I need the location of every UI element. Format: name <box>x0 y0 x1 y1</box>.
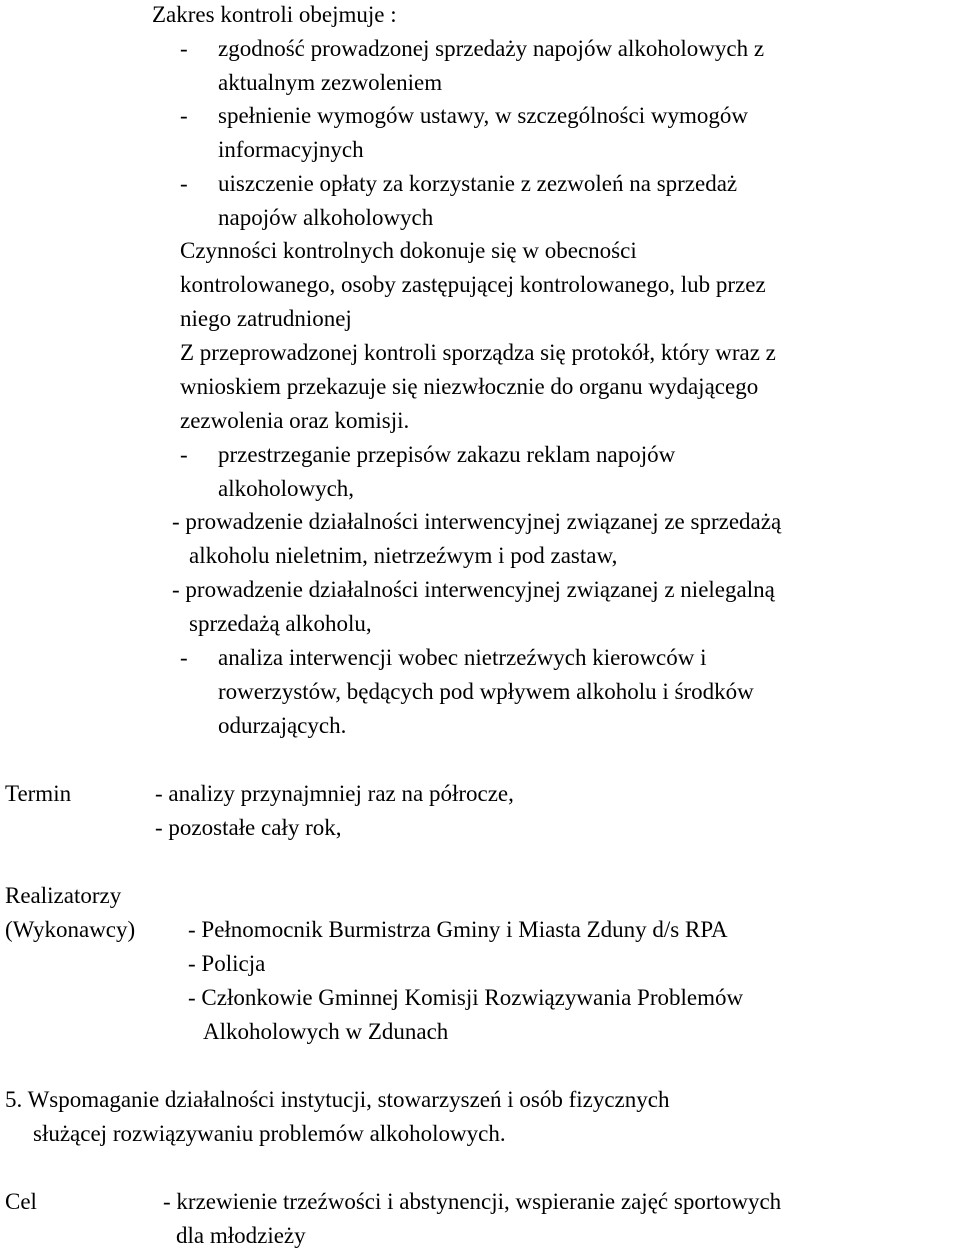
paragraph-line: kontrolowanego, osoby zastępującej kontrolowanego, lub przez <box>180 272 766 297</box>
list-item-line: sprzedażą alkoholu, <box>189 611 372 636</box>
list-item-line: uiszczenie opłaty za korzystanie z zezwoleń na sprzedaż <box>218 171 738 196</box>
list-item-line: alkoholowych, <box>218 476 355 501</box>
section-heading-line: 5. Wspomaganie działalności instytucji, stowarzyszeń i osób fizycznych <box>5 1087 670 1112</box>
list-item-line: analiza interwencji wobec nietrzeźwych kierowców i <box>218 645 707 670</box>
bullet-dash: - <box>180 36 188 61</box>
section-heading-line: służącej rozwiązywaniu problemów alkoholowych. <box>33 1121 506 1146</box>
termin-line: - analizy przynajmniej raz na półrocze, <box>155 781 514 806</box>
bullet-dash: - <box>180 442 188 467</box>
bullet-dash: - <box>180 171 188 196</box>
bullet-dash: - <box>180 645 188 670</box>
cel-line: dla młodzieży <box>176 1223 306 1248</box>
cel-label: Cel <box>5 1189 37 1214</box>
realizator-line: Alkoholowych w Zdunach <box>203 1019 449 1044</box>
list-item-line: przestrzeganie przepisów zakazu reklam napojów <box>218 442 676 467</box>
list-item-line: spełnienie wymogów ustawy, w szczególności wymogów <box>218 103 748 128</box>
wykonawcy-label: (Wykonawcy) <box>5 917 136 942</box>
paragraph-line: Z przeprowadzonej kontroli sporządza się protokół, który wraz z <box>180 340 776 365</box>
list-item-line: - prowadzenie działalności interwencyjnej związanej ze sprzedażą <box>172 509 782 534</box>
list-item-line: alkoholu nieletnim, nietrzeźwym i pod zastaw, <box>189 543 618 568</box>
paragraph-line: zezwolenia oraz komisji. <box>180 408 410 433</box>
realizator-line: - Członkowie Gminnej Komisji Rozwiązywania Problemów <box>188 985 744 1010</box>
cel-line: - krzewienie trzeźwości i abstynencji, wspieranie zajęć sportowych <box>163 1189 782 1214</box>
list-item-line: odurzających. <box>218 713 347 738</box>
realizator-line: - Pełnomocnik Burmistrza Gminy i Miasta Zduny d/s RPA <box>188 917 728 942</box>
list-item-line: - prowadzenie działalności interwencyjnej związanej z nielegalną <box>172 577 775 602</box>
termin-line: - pozostałe cały rok, <box>155 815 342 840</box>
list-item-line: informacyjnych <box>218 137 364 162</box>
list-item-line: aktualnym zezwoleniem <box>218 70 443 95</box>
paragraph-line: niego zatrudnionej <box>180 306 352 331</box>
paragraph-line: Czynności kontrolnych dokonuje się w obecności <box>180 238 637 263</box>
control-scope-heading: Zakres kontroli obejmuje : <box>152 2 397 27</box>
list-item-line: napojów alkoholowych <box>218 205 434 230</box>
termin-label: Termin <box>5 781 72 806</box>
realizatorzy-label: Realizatorzy <box>5 883 122 908</box>
paragraph-line: wnioskiem przekazuje się niezwłocznie do organu wydającego <box>180 374 759 399</box>
realizator-line: - Policja <box>188 951 266 976</box>
list-item-line: rowerzystów, będących pod wpływem alkoholu i środków <box>218 679 754 704</box>
list-item-line: zgodność prowadzonej sprzedaży napojów alkoholowych z <box>218 36 765 61</box>
bullet-dash: - <box>180 103 188 128</box>
